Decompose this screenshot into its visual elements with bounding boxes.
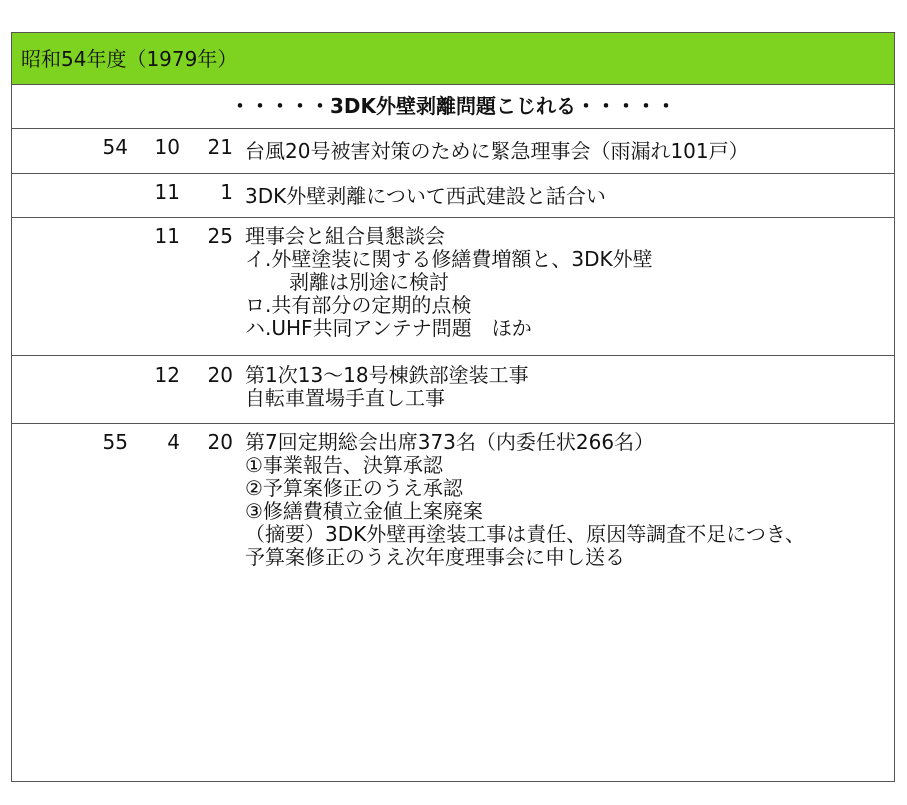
day-cell: 20 xyxy=(207,430,233,454)
month-cell: 11 xyxy=(154,224,180,248)
event-line: 予算案修正のうえ次年度理事会に申し送る xyxy=(245,545,625,569)
event-line: ロ.共有部分の定期的点検 xyxy=(245,293,472,317)
event-line: 第1次13～18号棟鉄部塗装工事 xyxy=(245,363,529,387)
day-cell: 20 xyxy=(207,363,233,387)
table-row xyxy=(12,356,894,424)
event-line: ①事業報告、決算承認 xyxy=(245,453,443,477)
event-line: ハ.UHF共同アンテナ問題 ほか xyxy=(245,316,532,340)
event-line: ③修繕費積立金値上案廃案 xyxy=(245,499,483,523)
event-text xyxy=(245,431,805,569)
table-row xyxy=(12,218,894,356)
event-text xyxy=(245,364,529,410)
event-line: 理事会と組合員懇談会 xyxy=(245,224,445,248)
year-cell: 54 xyxy=(102,135,128,159)
year-cell: 55 xyxy=(102,430,128,454)
event-text xyxy=(245,225,653,340)
table-row xyxy=(12,424,894,781)
table-row xyxy=(12,129,894,174)
day-cell: 21 xyxy=(207,135,233,159)
section-banner: ・・・・・3DK外壁剥離問題こじれる・・・・・ xyxy=(12,85,894,129)
event-text xyxy=(245,135,749,164)
table-row xyxy=(12,174,894,218)
event-line: 剥離は別途に検討 xyxy=(289,270,449,294)
month-cell: 12 xyxy=(154,363,180,387)
day-cell: 25 xyxy=(207,224,233,248)
event-line: イ.外壁塗装に関する修繕費増額と、3DK外壁 xyxy=(245,247,653,271)
event-line: 自転車置場手直し工事 xyxy=(245,386,445,410)
event-line: ②予算案修正のうえ承認 xyxy=(245,476,463,500)
month-cell: 11 xyxy=(154,180,180,204)
record-table xyxy=(11,32,895,782)
month-cell: 4 xyxy=(167,430,180,454)
event-line: 3DK外壁剥離について西武建設と話合い xyxy=(245,184,606,208)
year-header: 昭和54年度（1979年） xyxy=(12,33,894,85)
event-line: 第7回定期総会出席373名（内委任状266名） xyxy=(245,430,655,454)
month-cell: 10 xyxy=(154,135,180,159)
event-line: 台風20号被害対策のために緊急理事会（雨漏れ101戸） xyxy=(245,139,749,163)
event-line: （摘要）3DK外壁再塗装工事は責任、原因等調査不足につき、 xyxy=(245,522,806,546)
event-text xyxy=(245,180,606,209)
day-cell: 1 xyxy=(220,180,233,204)
